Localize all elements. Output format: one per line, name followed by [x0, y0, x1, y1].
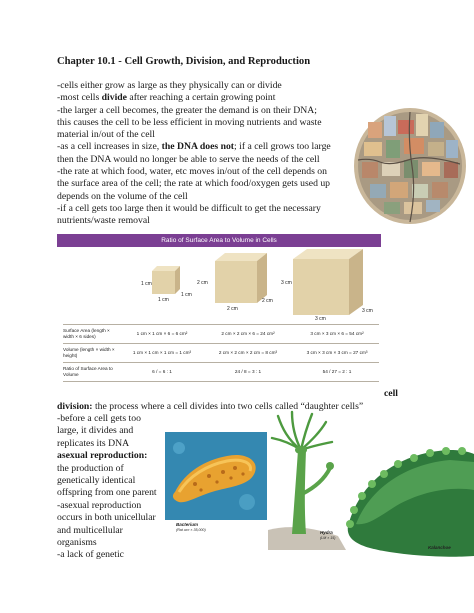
note-line: then the DNA would no longer be able to serve the needs of the cell [57, 153, 320, 165]
small-cube [152, 266, 180, 294]
note-line: -before a cell gets too [57, 413, 141, 424]
hydra-caption-sub: (LM × 15) [320, 536, 336, 540]
note-line: -cells either grow as large as they physically can or divide [57, 80, 282, 91]
cube-dim-label: 3 cm [362, 308, 373, 314]
hydra-image [268, 410, 346, 550]
figure-heading: Ratio of Surface Area to Volume in Cells [57, 234, 381, 247]
row-label: Volume (length × width × height) [63, 347, 115, 358]
note-line: the production of [57, 462, 124, 474]
note-line: -if a cell gets too large then it would be difficult to get the necessary [57, 202, 321, 214]
table-cell: 6 / = 6 : 1 [152, 369, 172, 374]
table-cell: 2 cm × 2 cm × 6 = 24 cm² [221, 331, 275, 336]
note-line: organisms [57, 537, 97, 549]
table-row [63, 362, 379, 382]
note-line: -a lack of genetic [57, 549, 124, 561]
notes-list [57, 80, 357, 228]
kalanchoe-caption: Kalanchoe [428, 545, 451, 550]
note-line: -as a cell increases in size, the DNA does not; if a cell grows too large [57, 141, 331, 153]
note-line: this causes the cell to be less efficient in moving nutrients and waste [57, 116, 322, 128]
note-line: -the larger a cell becomes, the greater the demand is on their DNA; [57, 104, 317, 116]
note-line: -most cells divide after reaching a certain growing point [57, 92, 276, 104]
cube-dim-label: 3 cm [315, 316, 326, 322]
table-cell: 24 / 8 = 3 : 1 [234, 369, 262, 374]
cube-dim-label: 1 cm [141, 281, 152, 287]
note-line: asexual reproduction: [57, 450, 148, 462]
note-line: -the rate at which food, water, etc moves in/out of the cell depends on [57, 166, 327, 178]
cube-dim-label: 2 cm [262, 298, 273, 304]
large-cube [293, 249, 363, 315]
table-cell: 54 / 27 = 2 : 1 [322, 369, 352, 374]
reproduction-notes [57, 413, 167, 562]
row-label: Surface Area (length × width × 6 sides) [63, 328, 110, 339]
surface-area-volume-figure [57, 234, 381, 387]
cubes-graphic [57, 247, 381, 325]
note-line: the surface area of the cell; the rate at which food/oxygen gets used up [57, 178, 331, 190]
cube-dim-label: 3 cm [281, 280, 292, 286]
cube-dim-label: 2 cm [227, 306, 238, 312]
cube-dim-label: 1 cm [181, 292, 192, 298]
note-line: replicates its DNA [57, 437, 130, 449]
note-line: offspring from one parent [57, 487, 157, 499]
medium-cube [215, 253, 267, 303]
note-line: nutrients/waste removal [57, 215, 150, 227]
note-line: and multicellular [57, 524, 123, 536]
cube-dim-label: 2 cm [197, 280, 208, 286]
definition-line: division: the process where a cell divides into two cells called “daughter cells” [57, 401, 364, 412]
hydra-caption: Hydra [320, 530, 333, 535]
table-cell: 1 cm × 1 cm × 6 = 6 cm² [136, 331, 188, 336]
table-row [63, 324, 379, 343]
note-line: material in/out of the cell [57, 129, 155, 141]
cube-dim-label: 1 cm [158, 297, 169, 303]
note-line: depends on the volume of the cell [57, 190, 188, 202]
bacterium-image [165, 432, 267, 520]
bacterium-caption-sub: (Rat ucc × 35,000) [176, 528, 206, 532]
note-line: -asexual reproduction [57, 499, 142, 511]
row-label: Ratio of Surface Area to Volume [63, 366, 113, 377]
note-line: occurs in both unicellular [57, 512, 156, 524]
table-row [63, 343, 379, 362]
table-cell: 3 cm × 3 cm × 3 cm = 27 cm³ [306, 350, 368, 355]
note-line: genetically identical [57, 475, 136, 487]
cell-word: cell [384, 388, 398, 399]
bacterium-caption: Bacterium [176, 522, 199, 527]
table-cell: 2 cm × 2 cm × 2 cm = 8 cm³ [218, 350, 278, 355]
table-cell: 1 cm × 1 cm × 1 cm = 1 cm³ [132, 350, 192, 355]
kalanchoe-image [340, 440, 474, 560]
city-cell-illustration [350, 100, 468, 228]
page-title: Chapter 10.1 - Cell Growth, Division, and Reproduction [57, 56, 311, 67]
table-cell: 3 cm × 3 cm × 6 = 54 cm² [310, 331, 364, 336]
note-line: large, it divides and [57, 425, 134, 437]
ratio-table [63, 324, 379, 382]
